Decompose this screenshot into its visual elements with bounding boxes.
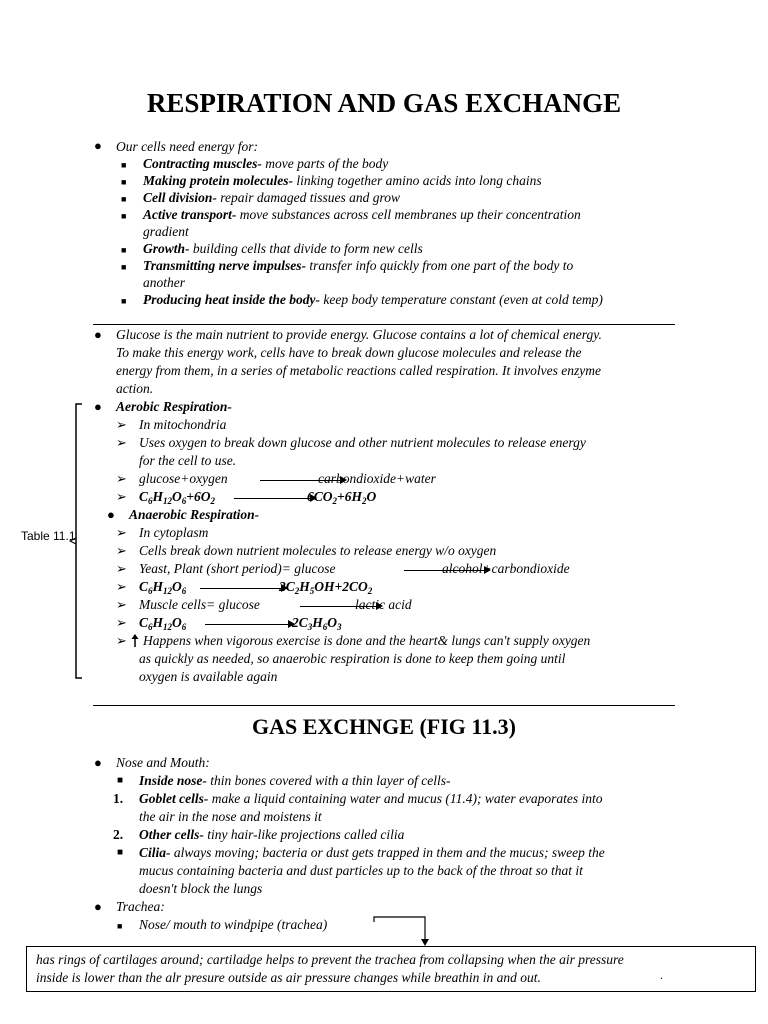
anaerobic-yeast-formula-right: $2C_2H_5OH+2CO_2$ — [279, 579, 373, 596]
energy-item: Contracting muscles- move parts of the body — [143, 156, 389, 171]
arrow-bullet-icon: ➢ — [116, 561, 127, 576]
page-title: RESPIRATION AND GAS EXCHANGE — [146, 88, 622, 118]
list-number: 2. — [113, 827, 124, 842]
square-bullet: ■ — [117, 775, 124, 786]
glucose-line-4: action. — [116, 381, 154, 396]
aerobic-formula-right: $6CO_2+6H_2O$ — [307, 489, 377, 506]
reaction-arrow-line — [234, 498, 312, 499]
anaerobic-muscle-left: Muscle cells= glucose — [139, 597, 260, 612]
note-box-line-1: has rings of cartilages around; cartiladge helps to prevent the trachea from collapsing when the air pressure — [36, 952, 624, 967]
energy-item: Growth- building cells that divide to form new cells — [143, 241, 423, 256]
arrow-bullet-icon: ➢ — [116, 435, 127, 450]
nose-heading: Nose and Mouth: — [116, 755, 210, 770]
square-bullet: ■ — [121, 160, 127, 170]
aerobic-uses-1: Uses oxygen to break down glucose and other nutrient molecules to release energy — [139, 435, 586, 450]
bullet-dot: ● — [94, 399, 102, 414]
inside-nose: Inside nose- thin bones covered with a thin layer of cells- — [139, 773, 451, 788]
note-box-line-2: inside is lower than the alr presure outside as air pressure changes while breathin in and out. — [36, 970, 541, 985]
bullet-dot: ● — [94, 138, 102, 153]
square-bullet: ■ — [121, 262, 127, 272]
square-bullet: ■ — [121, 194, 127, 204]
cilia: Cilia- always moving; bacteria or dust gets trapped in them and the mucus; sweep the — [139, 845, 605, 860]
anaerobic-note-1: Happens when vigorous exercise is done and the heart& lungs can't supply oxygen — [143, 633, 591, 648]
table-label: Table 11.1 — [21, 529, 76, 543]
trachea-item: Nose/ mouth to windpipe (trachea) — [139, 917, 328, 932]
anaerobic-muscle-formula-right: $2C_3H_6O_3$ — [292, 615, 342, 632]
up-arrow-icon — [129, 632, 141, 648]
energy-item: another — [143, 275, 185, 290]
goblet-cells: Goblet cells- make a liquid containing water and mucus (11.4); water evaporates into — [139, 791, 603, 806]
aerobic-word-left: glucose+oxygen — [139, 471, 228, 486]
anaerobic-note-2: as quickly as needed, so anaerobic respiration is done to keep them going until — [139, 651, 566, 666]
anaerobic-muscle-formula-left: $C_6H_{12}O_6$ — [139, 615, 187, 632]
energy-item: Making protein molecules- linking together amino acids into long chains — [143, 173, 542, 188]
arrow-bullet-icon: ➢ — [116, 525, 127, 540]
reaction-arrow-line — [200, 588, 284, 589]
anaerobic-note-3: oxygen is available again — [139, 669, 278, 684]
energy-item: Active transport- move substances across cell membranes up their concentration — [143, 207, 581, 222]
section-title: GAS EXCHNGE (FIG 11.3) — [251, 714, 517, 739]
aerobic-word-right: carbondioxide+water — [318, 471, 436, 486]
aerobic-in: In mitochondria — [139, 417, 227, 432]
aerobic-heading: Aerobic Respiration- — [116, 399, 232, 414]
arrow-bullet-icon: ➢ — [116, 543, 127, 558]
square-bullet: ■ — [121, 211, 127, 221]
anaerobic-in: In cytoplasm — [139, 525, 209, 540]
bullet-dot: ● — [94, 327, 102, 342]
anaerobic-yeast-left: Yeast, Plant (short period)= glucose — [139, 561, 336, 576]
anaerobic-muscle-right: lactic acid — [355, 597, 412, 612]
arrow-bullet-icon: ➢ — [116, 471, 127, 486]
energy-item: Cell division- repair damaged tissues and grow — [143, 190, 401, 205]
glucose-line-2: To make this energy work, cells have to break down glucose molecules and release the — [116, 345, 582, 360]
cilia-3: doesn't block the lungs — [139, 881, 263, 896]
goblet-cells-2: the air in the nose and moistens it — [139, 809, 322, 824]
reaction-arrow-line — [205, 624, 291, 625]
other-cells: Other cells- tiny hair-like projections called cilia — [139, 827, 405, 842]
energy-item: Producing heat inside the body- keep body temperature constant (even at cold temp) — [143, 292, 603, 307]
connector-arrow-icon — [370, 912, 432, 948]
divider — [93, 705, 675, 706]
trachea-heading: Trachea: — [116, 899, 165, 914]
aerobic-formula-left: $C_6H_{12}O_6+6O_2$ — [139, 489, 215, 506]
arrow-bullet-icon: ➢ — [116, 579, 127, 594]
energy-item: gradient — [143, 224, 189, 239]
list-number: 1. — [113, 791, 124, 806]
cilia-2: mucus containing bacteria and dust particles up to the back of the throat so that it — [139, 863, 583, 878]
anaerobic-yeast-right: alcohol+carbondioxide — [442, 561, 570, 576]
bullet-dot: ● — [107, 507, 115, 522]
arrow-bullet-icon: ➢ — [116, 489, 127, 504]
arrow-bullet-icon: ➢ — [116, 615, 127, 630]
bullet-dot: ● — [94, 755, 102, 770]
anaerobic-yeast-formula-left: $C_6H_{12}O_6$ — [139, 579, 187, 596]
square-bullet: ■ — [117, 921, 123, 931]
dot-mark: . — [660, 968, 663, 982]
energy-item: Transmitting nerve impulses- transfer info quickly from one part of the body to — [143, 258, 574, 273]
divider — [93, 324, 675, 325]
bullet-dot: ● — [94, 899, 102, 914]
square-bullet: ■ — [121, 296, 127, 306]
glucose-line-1: Glucose is the main nutrient to provide energy. Glucose contains a lot of chemical energy. — [116, 327, 602, 342]
anaerobic-heading: Anaerobic Respiration- — [129, 507, 260, 522]
square-bullet: ■ — [121, 177, 127, 187]
square-bullet: ■ — [121, 245, 127, 255]
arrow-bullet-icon: ➢ — [116, 633, 127, 648]
arrow-bullet-icon: ➢ — [116, 417, 127, 432]
square-bullet: ■ — [117, 847, 124, 858]
glucose-line-3: energy from them, in a series of metabolic reactions called respiration. It involves enzyme — [116, 363, 602, 378]
anaerobic-breaks: Cells break down nutrient molecules to release energy w/o oxygen — [139, 543, 497, 558]
energy-intro: Our cells need energy for: — [116, 139, 258, 154]
arrow-bullet-icon: ➢ — [116, 597, 127, 612]
aerobic-uses-2: for the cell to use. — [139, 453, 237, 468]
